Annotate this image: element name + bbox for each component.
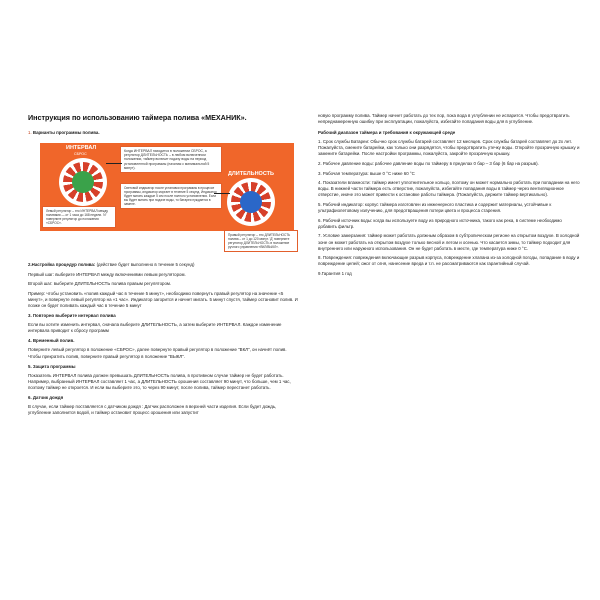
water-source-text: 6. Рабочий источник воды: когда вы используете воду из природного источника, такого как река, в системе необходимо добавить фильтр.: [318, 217, 562, 229]
operating-range-heading: Рабочий диапазон таймера и требования к окружающей среде: [318, 130, 456, 136]
indicator-material-text: 5. Рабочий индикатор: корпус таймера изготовлен из инженерного пластика и содержит материалы, устойчивые к ультрафиолетовому излучению, для предотвращения потери цвета и процесса старения.: [318, 202, 552, 214]
section-5-text: Показатель ИНТЕРВАЛ полива должен превышать ДЛИТЕЛЬНОСТЬ полива, в противном случае таймер не будет работать. Например, выбранный ИНТЕРВАЛ составляет 1 час, а ДЛИТЕЛЬНОСТЬ орошения составляет 90 минут, что больше, чем 1 час, поэтому таймер не откроется. И если вы выберите это, то через 90 минут, после полива, таймер перестанет работать.: [28, 372, 291, 390]
left-column: [28, 130, 300, 140]
callout-left-regulator: Левый регулятор – это ИНТЕРВАЛ между поливами — от 1 часа до 168 недели. 'И' поверните регулятор до положения «СБРОС».: [42, 206, 116, 228]
dial-interval-label: ИНТЕРВАЛ: [66, 145, 97, 151]
example-text: Пример: чтобы установить «полив каждый час в течение 5 минут», необходимо повернуть правый регулятор на значение «5 минут», и повернуте левый регулятор на «1 час». Индикатор загорится и начнет мигать. 5 минут спустя, таймер остановит полив. И позже он будет поливать каждый час в течение 5 минут: [28, 290, 298, 308]
left-column-body: [28, 262, 300, 420]
section-4-heading: 4. Временный полив.: [28, 338, 75, 344]
section-3-heading: 3. Повторно выберите интервал полива: [28, 313, 116, 319]
dial-duration-label: ДЛИТЕЛЬНОСТЬ: [228, 171, 274, 177]
document-title: Инструкция по использованию таймера полива «МЕХАНИК».: [28, 113, 247, 122]
callout-indicator: Световой индикатор после установки программы в процессе программы, индикатор моргает в течение 5 секунд. Индикатор будет мигать каждые 5 сек после полного установления. Если вы будет мигать при подаче воды, то батарея нуждается в замене.: [120, 183, 222, 209]
humidity-text: 4. Показатели влажности: таймер имеет уплотнительное кольцо, поэтому он может нормально работать при попадании на него воды. В нижней части таймера есть отверстие, пожалуйста, избегайте попадания воды в таймер через вентиляционное отверстие, иначе это может привести к остановке работы таймера. (Пожалуйста, держите таймер вертикально).: [318, 180, 580, 198]
step-two-text: Второй шаг: выберите ДЛИТЕЛЬНОСТЬ полива правым регулятором.: [28, 281, 172, 287]
callout-right-regulator: Правый регулятор – это ДЛИТЕЛЬНОСТЬ полива – от 1 до 120 минут. 'Д' поверните регулятор ДЛИТЕЛЬНОСТЬ в положение ручного управления «ВКЛ/ВЫКЛ».: [224, 230, 298, 252]
right-column: [318, 113, 580, 280]
pointer-line: [214, 193, 230, 194]
interval-dial: [59, 158, 107, 206]
water-pressure-text: 2. Рабочее давление воды: рабочее давление воды по таймеру в пределах 0 бар – 3 бар (6 бар на разрыв).: [318, 161, 539, 167]
warranty-text: 9.Гарантия 1 год: [318, 270, 352, 276]
damage-text: 8. Повреждения: повреждения включающие разрыв корпуса, повреждение хлапана из-за холодной погоды, попадание в воду и повреждение цепей; ожог от огня, нанесение вреда и т.п. не рассматриваются как гарантийный случай.: [318, 255, 580, 267]
temperature-text: 3. Рабочая температура: выше 0 °С ниже 60 °С: [318, 170, 415, 176]
pointer-line: [106, 163, 122, 164]
callout-reset-mode: Когда ИНТЕРВАЛ находится в положении СБРОС, а регулятор ДЛИТЕЛЬНОСТЬ – в любом включенном положении, таймер включит подачу воды на период установленной программы (начиная с минимальной 5 минут).: [120, 146, 222, 173]
freezing-condition-text: 7. Условие замерзания: таймер может работать должным образом в субтропическом регионе на открытом воздухе. В холодной зоне он может работать на открытом воздухе только весной и летом и осенью. Что касается зимы, то таймер подходит для внутреннего или наружного использования. Он не будет работать в месте, где температура ниже 0 °С.: [318, 233, 580, 251]
rain-sensor-continued-text: новую программу полива. Таймер начнет работать до тех пор, пока вода в углублении не испарится. Чтобы предотвратить непреднамеренную ошибку при эксплуатации, пожалуйста, избегайте попадания воды для в углубление.: [318, 113, 570, 125]
battery-life-text: 1. Срок службы Батареи: Обычно срок службы батарей составляет 12 месяцев. Срок службы батарей составляет до 2х лет. Пожалуйста, смените батарейки, как только они разрядятся, чтобы предотвратить утечку воды. Откройте прозрачную крышку и замените батарейки. После настройки программы, пожалуйста, закройте прозрачную крышку.: [318, 139, 580, 157]
step-one-text: Первый шаг: выберите ИНТЕРВАЛ между включениями левым регулятором.: [28, 271, 186, 277]
section-1-heading: 1. Варианты программы полива.: [28, 130, 100, 135]
section-3-text: Если вы хотите изменить интервал, сначала выберите ДЛИТЕЛЬНОСТЬ, а затем выберите ИНТЕРВАЛ. Каждое изменение интервала приводит к сбросу программ: [28, 322, 282, 334]
timer-infographic: [40, 143, 294, 249]
section-6-heading: 6. Датчик дождя: [28, 395, 64, 400]
section-5-heading: 5. Защита программы: [28, 363, 76, 369]
duration-dial: [227, 178, 275, 226]
dial-interval-sublabel: СБРОС: [74, 152, 87, 156]
section-6-text: В случае, если таймер поставляется с датчиком дождя : Датчик расположен в верхней части изделия. Если будет дождь, углубление заполнится водой, и таймер остановит процесс орошения или запустит: [28, 404, 277, 416]
section-4-text: Поверните левый регулятор в положение «СБРОС», далее повернуте правый регулятор в положение "ВКЛ", он начнёт полив. Чтобы прекратить полив, поверните правый регулятор в положение "ВЫКЛ".: [28, 347, 287, 359]
section-2-heading: 2.Настройка процедур полива: (действие будет выполнено в течение 5 секунд): [28, 262, 195, 267]
